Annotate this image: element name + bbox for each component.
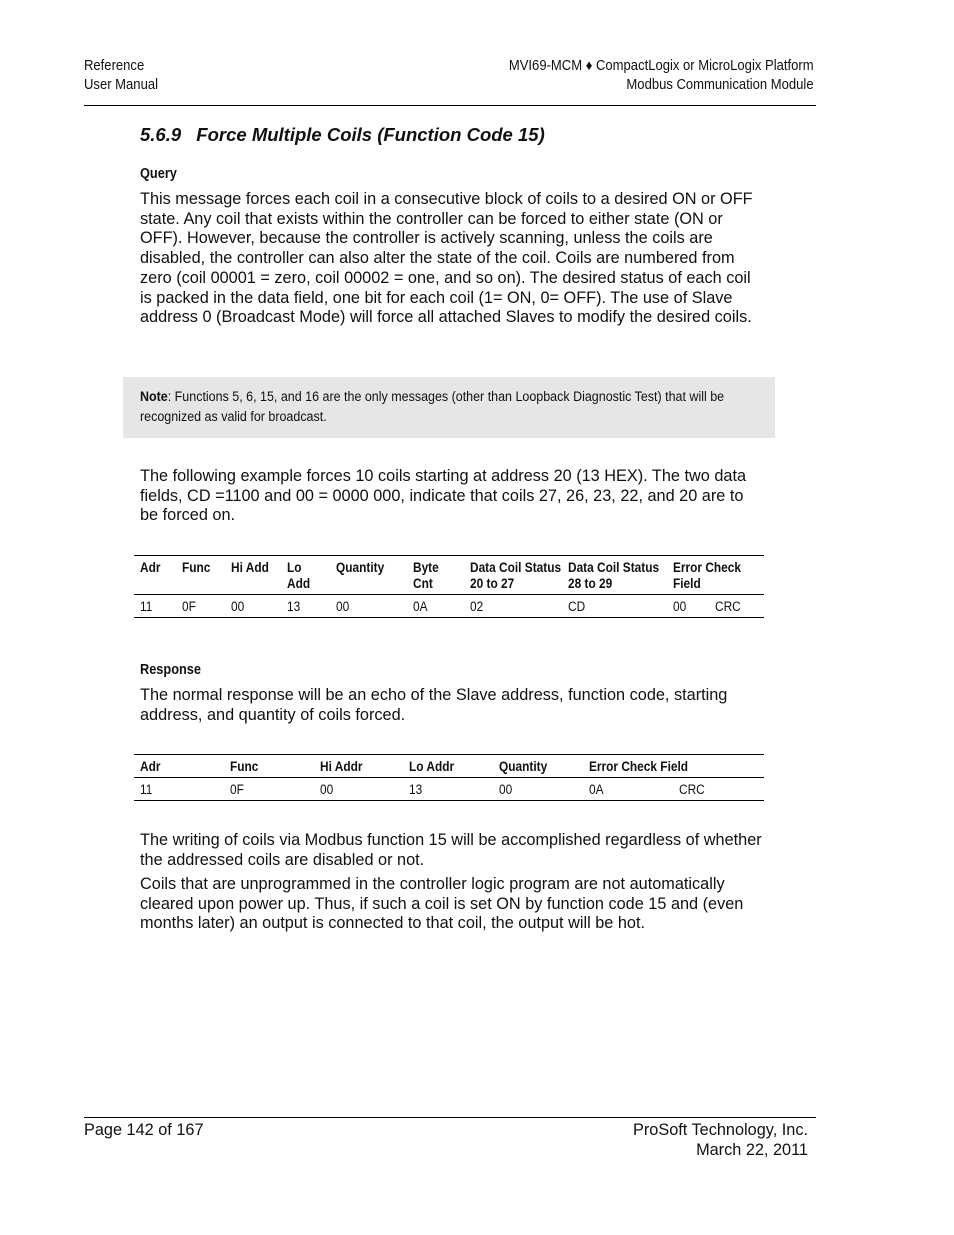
table-cell: 0A bbox=[413, 599, 428, 614]
note-body: : Functions 5, 6, 15, and 16 are the only messages (other than Loopback Diagnostic Test) that will be recognized as valid for broadcast. bbox=[140, 389, 725, 425]
section-number: 5.6.9 bbox=[140, 124, 182, 145]
header-left bbox=[84, 57, 158, 95]
table-cell: 00 bbox=[320, 782, 334, 797]
section-title bbox=[140, 124, 545, 146]
col-header-adr: Adr bbox=[140, 759, 161, 774]
header-doc-type: User Manual bbox=[84, 77, 158, 93]
query-table bbox=[134, 555, 764, 619]
col-header-data-coil-20-27: Data Coil Status 20 to 27 bbox=[470, 560, 562, 591]
closing-paragraph-1: The writing of coils via Modbus function 15 will be accomplished regardless of whether the addressed coils are disabled or not. bbox=[140, 831, 762, 869]
note-label: Note bbox=[140, 389, 168, 405]
col-header-func: Func bbox=[182, 560, 211, 575]
table-top-rule bbox=[134, 754, 764, 755]
query-heading: Query bbox=[140, 166, 177, 182]
table-bottom-rule bbox=[134, 800, 764, 801]
table-bottom-rule bbox=[134, 617, 764, 618]
example-paragraph: The following example forces 10 coils starting at address 20 (13 HEX). The two data fields, CD =1100 and 00 = 0000 000, indicate that coils 27, 26, 23, 22, and 20 are to be forced on. bbox=[140, 467, 747, 525]
table-cell: 0A bbox=[589, 782, 604, 797]
col-header-quantity: Quantity bbox=[336, 560, 385, 575]
response-table bbox=[134, 754, 764, 802]
section-title-text: Force Multiple Coils (Function Code 15) bbox=[196, 124, 545, 145]
col-header-data-coil-28-29: Data Coil Status 28 to 29 bbox=[568, 560, 660, 591]
col-header-lo-add: Lo Add bbox=[287, 560, 311, 591]
header-right bbox=[509, 57, 814, 95]
table-cell: 13 bbox=[409, 782, 423, 797]
table-cell: CRC bbox=[715, 599, 741, 614]
col-header-byte-cnt: Byte Cnt bbox=[413, 560, 439, 591]
table-cell: 00 bbox=[231, 599, 245, 614]
col-header-func: Func bbox=[230, 759, 259, 774]
response-heading: Response bbox=[140, 662, 201, 678]
col-header-hi-add: Hi Add bbox=[231, 560, 269, 575]
footer-divider bbox=[84, 1117, 816, 1118]
footer-company: ProSoft Technology, Inc. bbox=[633, 1121, 808, 1139]
footer-right bbox=[633, 1120, 808, 1160]
response-paragraph: The normal response will be an echo of the Slave address, function code, starting address, and quantity of coils forced. bbox=[140, 686, 728, 724]
header-module: Modbus Communication Module bbox=[626, 77, 814, 93]
header-section-label: Reference bbox=[84, 58, 145, 74]
col-header-quantity: Quantity bbox=[499, 759, 548, 774]
closing-paragraph-2: Coils that are unprogrammed in the controller logic program are not automatically cleared upon power up. Thus, if such a coil is set ON by function code 15 and (even months later) an output is connected to that coil, the output will be hot. bbox=[140, 875, 744, 933]
table-cell: 00 bbox=[673, 599, 687, 614]
table-cell: 00 bbox=[499, 782, 513, 797]
col-header-hi-addr: Hi Addr bbox=[320, 759, 363, 774]
col-header-error-check-field: Error Check Field bbox=[589, 759, 689, 774]
table-cell: 0F bbox=[182, 599, 196, 614]
note-text bbox=[140, 387, 756, 427]
table-cell: 11 bbox=[140, 782, 153, 797]
table-cell: 13 bbox=[287, 599, 301, 614]
table-cell: 11 bbox=[140, 599, 153, 614]
footer-page-number: Page 142 of 167 bbox=[84, 1121, 204, 1139]
col-header-error-check: Error Check Field bbox=[673, 560, 742, 591]
note-box bbox=[123, 377, 775, 438]
col-header-adr: Adr bbox=[140, 560, 161, 575]
header-product: MVI69-MCM ♦ CompactLogix or MicroLogix Platform bbox=[509, 58, 814, 74]
table-cell: 00 bbox=[336, 599, 350, 614]
query-paragraph: This message forces each coil in a consecutive block of coils to a desired ON or OFF state. Any coil that exists within the controller can be forced to either state (ON or OFF). However, because the controller is actively scanning, unless the coils are disabled, the controller can also alter the state of the coil. Coils are numbered from zero (coil 00001 = zero, coil 00002 = one, and so on). The desired status of each coil is packed in the data field, one bit for each coil (1= ON, 0= OFF). The use of Slave address 0 (Broadcast Mode) will force all attached Slaves to modify the desired coils. bbox=[140, 190, 753, 327]
table-header-rule bbox=[134, 777, 764, 778]
table-cell: 0F bbox=[230, 782, 244, 797]
table-cell: CD bbox=[568, 599, 586, 614]
footer-date: March 22, 2011 bbox=[696, 1141, 808, 1159]
col-header-lo-addr: Lo Addr bbox=[409, 759, 455, 774]
table-top-rule bbox=[134, 555, 764, 556]
header-divider bbox=[84, 105, 816, 106]
table-header-rule bbox=[134, 594, 764, 595]
table-cell: CRC bbox=[679, 782, 705, 797]
table-cell: 02 bbox=[470, 599, 484, 614]
